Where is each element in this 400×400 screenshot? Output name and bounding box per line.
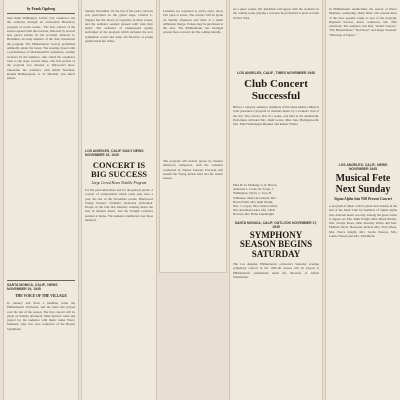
divider — [7, 280, 75, 281]
headline: CONCERT IS BIG SUCCESS — [91, 160, 147, 179]
roster-list — [233, 183, 319, 217]
dateline: LOS ANGELES, CALIF., NEWS NOVEMBER 1945 — [338, 163, 388, 171]
roster-line: Howard, Mrs. Hohn Lakenbright. — [233, 212, 275, 217]
subheadline: Large Crowd Hears Notable Program — [91, 181, 147, 185]
roster-line: Walkington, Sylvia, C. Ivey, B. — [233, 191, 272, 196]
article-body: Sam Zalin Wallington, Culver City conductor, led the orchestra through an all-modern Broadway program of recent works... The first concert of the season opened with the overture, followed by several new pieces written for the occasion. Director A. Hotchkiss, an early member of the club, introduced the program. The Philharmonic Society performed admirably under the baton. The evening closed with a performance of Mendelssohn's symphony, warmly received by the audience, who called the conductor back to the stage several times. The full portion of the program was devoted to Delacorte's Row. Thereafter the orchestra, with Alfred Newman, Kennie Haltherspoon, A. D. Mitchell, and others joined. — [7, 16, 75, 81]
roster-line: Wilkinson, Maria Arrowhead, Mrs. — [233, 195, 277, 200]
article-body: A program of music will be given next Sunday in the hall of the Ebell Club by members of Sigma Alpha Iota, national music sorority. Among the guest artists to appear are Mrs. Ruth Wright, Miss Helen Barnes, Mrs. Gladys Rowe, Miss Dorothy Weber and Mrs. Mildred Davis. Hostesses include Mrs. Fred Olson, Mrs. Pierce Knight, Mrs. Lucile Parsons, Mrs. Louise Nelson and Mrs. John Brant. — [329, 204, 397, 239]
article-body: Sunday, November 18, the last of the year's concerts was performed on the grand stage. Charles L. Wagner has the choice of repertoire in these events, and the audience seemed pleased with what they heard. The orchestra of unsurpassed quality performed in the program which included the new symphonic works and some old favorites. A young pianist made her debut. — [85, 9, 153, 44]
article-body: As a guest soloist, Mr. Kaufman will appear with the orchestra in the coming week, playing a concerto he performed to great acclaim in New York. — [233, 7, 319, 20]
article-body: Before a capacity audience, members of the Santa Monica Musical Club presented a program of chamber music by a woman's club of the city. The concert, first in a series, was held at the auditorium. Performers included Mrs. Ruth Lewis, Miss Jane Hollingsworth, Mrs. Ethel Walkington-Brunner and Robert Wilder. — [233, 105, 319, 127]
divider — [7, 13, 75, 14]
article-body: The Los Angeles Philharmonic orchestra's Saturday evening symphony concert in the 1945-46 season will be played at Philharmonic Auditorium under the direction of Alfred Wallenstein. — [233, 262, 319, 280]
headline: Club Concert Successful — [244, 78, 308, 102]
subheadline: Sigma Alpha Iota Will Present Concert — [334, 197, 392, 201]
roster-line: Miss M. D. Manning, G. R. Brown, — [233, 183, 278, 187]
dateline: LOS ANGELES, CALIF., TIMES NOVEMBER 1945 — [237, 71, 315, 75]
article-body: In January and from a headline come the Philharmonic Orchestra, and the band that played over the last of the season. The first concert will be given on Sunday afternoon. Miss Spencer came and played for the audience with music under Pierre Monteux, who was once conductor of the Boston Symphony. — [7, 301, 75, 331]
clipping-column-2 — [82, 0, 156, 400]
clipping-column-5 — [326, 0, 400, 400]
roster-line: Harold Weill, Mrs. Ruth Wright, — [233, 199, 274, 204]
dateline: SANTA MONICA, CALIF. OUTLOOK NOVEMBER 17, 1945 — [234, 220, 318, 229]
article-body: Listeners are requested to arrive early; doors will open at seven. The concert will be given on Sunday afternoon and there is a small admission charge. Tickets may be purchased at the door. The Philharmonic has arranged several more concerts for the coming months. — [163, 9, 223, 35]
roster-line: Anderson L. Crane, M. Foster, J. — [233, 187, 274, 192]
roster-line: Mrs. J. Cooper, Mrs. Charles Oliver, — [233, 204, 279, 209]
headline: SYMPHONY SEASON BEGINS SATURDAY — [239, 229, 313, 259]
byline: by Frank Ogsberg — [26, 7, 56, 11]
dateline: SANTA MONICA, CALIF., NEWS NOVEMBER 19, 1945 — [7, 283, 58, 291]
dateline: LOS ANGELES, CALIF. DAILY NEWS NOVEMBER 19, 1945 — [85, 149, 144, 157]
clipping-column-3 — [160, 0, 226, 272]
column-heading: THE VOICE OF THE VILLAGE — [15, 294, 67, 298]
clipping-column-4 — [230, 0, 322, 400]
clipping-column-1 — [4, 0, 78, 400]
article-body: The program will feature pieces by modern American composers, with the orchestra conducted by Werner Janssen. Proceeds will benefit the Young Artists fund and the winter season. — [163, 159, 223, 181]
article-body: In Philharmonic Auditorium, the season of Pierre Monteux conducting. Ruby Riley will present three of the most popular songs as part of the program. Reginald Stewart, music conductor, will offer selections. The audience will hear "Grand Canyon," "Ein Heldenleben," "Red Rose" and Roger Sessions' "Marriage of Figaro." — [329, 7, 397, 37]
roster-line: Mrs. Rosamond Aller, Mrs. Lilian — [233, 208, 276, 213]
headline: Musical Fete Next Sunday — [335, 173, 391, 195]
article-body: For the paid subscribers and for the general public, a concert of compositions which come only once a year, the last of the November events. Brentwood Young People's Chamber Orchestra performed. People in the tent that Monday evening heard the best in modern music, and the Tonight orchestra seemed at home. The audience numbered over three hundred. — [85, 188, 153, 223]
